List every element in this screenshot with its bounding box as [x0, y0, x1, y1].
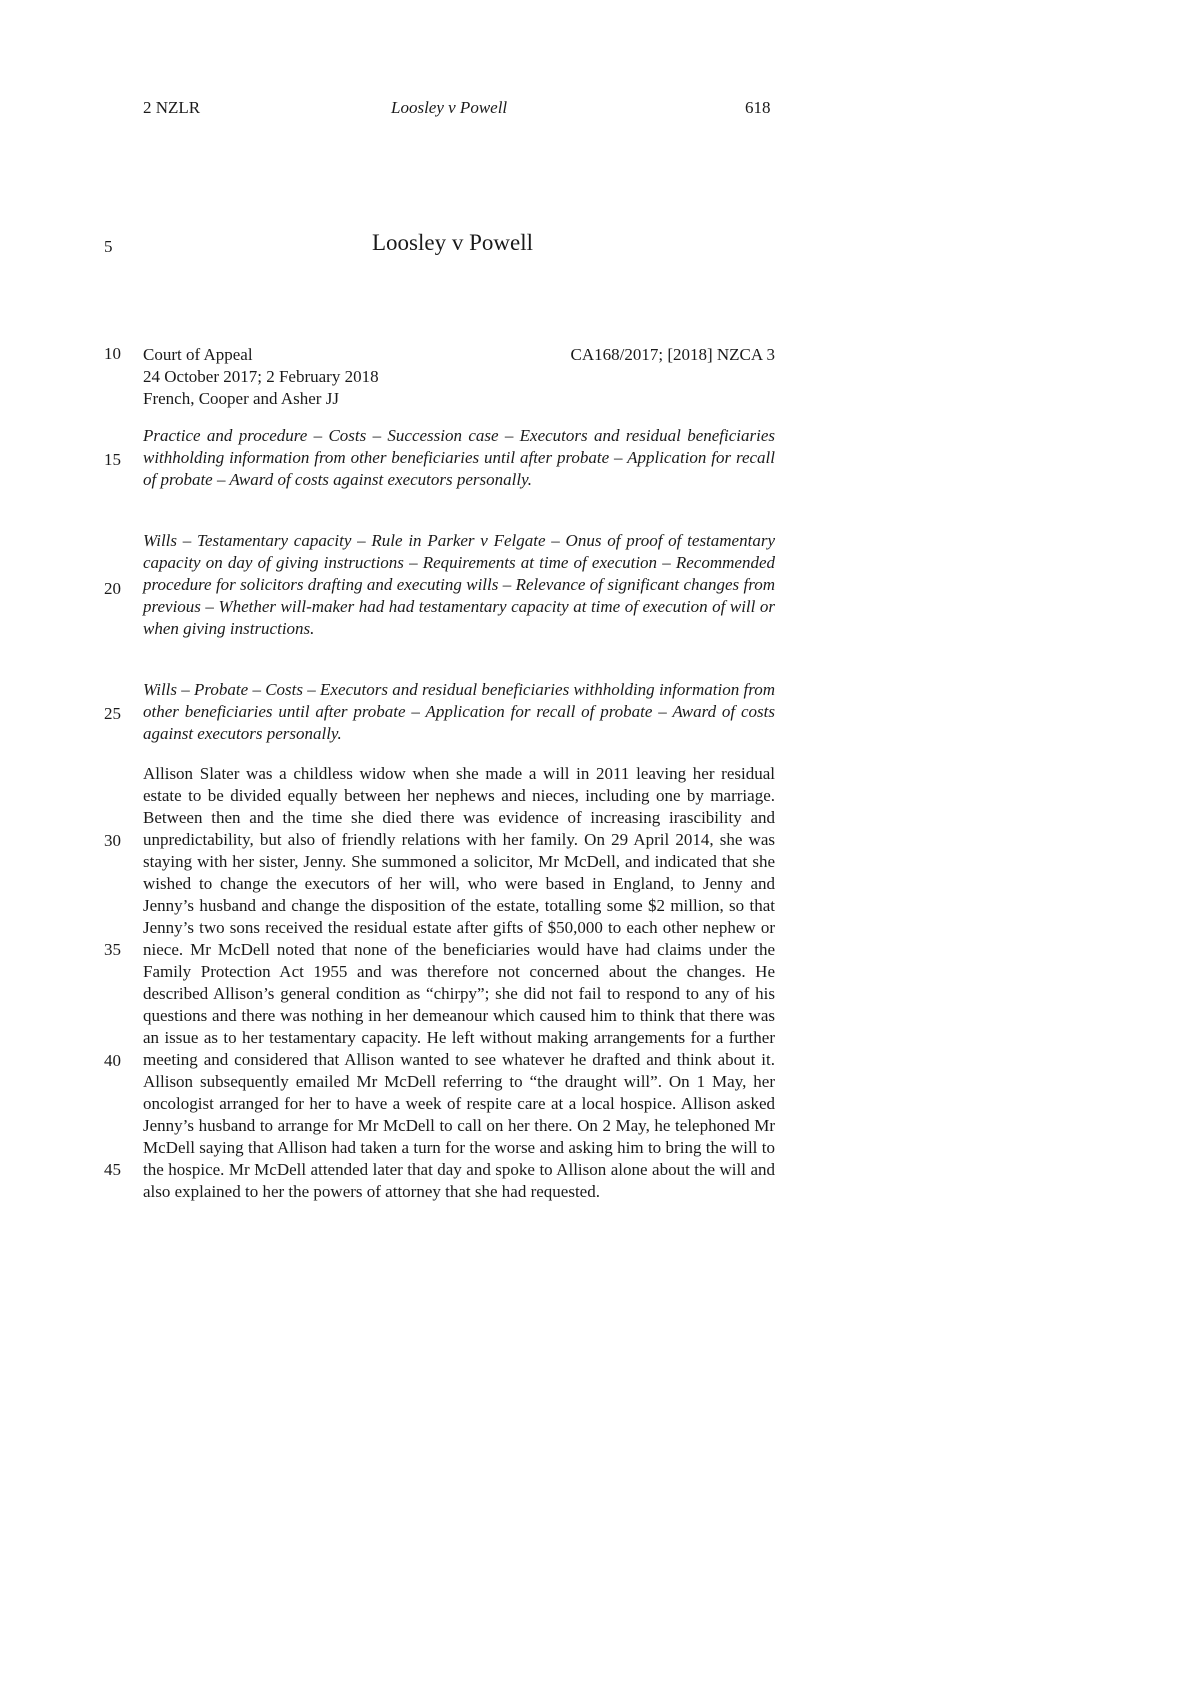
line-number: 5	[104, 237, 113, 256]
line-number: 35	[104, 940, 121, 959]
line-number: 15	[104, 450, 121, 469]
page-number: 618	[745, 98, 771, 117]
line-number: 30	[104, 831, 121, 850]
line-number: 25	[104, 704, 121, 723]
headnote-paragraph: Allison Slater was a childless widow when she made a will in 2011 leaving her residual estate to be divided equally between her nephews and nieces, including one by marriage. Between then and the time she died there was evidence of increasing irascibility and unpredictability, but also of friendly relations with her family. On 29 April 2014, she was staying with her sister, Jenny. She summoned a solicitor, Mr McDell, and indicated that she wished to change the executors of her will, who were based in England, to Jenny and Jenny’s husband and change the disposition of the estate, totalling some $2 million, so that Jenny’s two sons received the residual estate after gifts of $50,000 to each other nephew or niece. Mr McDell noted that none of the beneficiaries would have had claims under the Family Protection Act 1955 and was therefore not concerned about the changes. He described Allison’s general condition as “chirpy”; she did not fail to respond to any of his questions and there was nothing in her demeanour which caused him to think that there was an issue as to her testamentary capacity. He left without making arrangements for a further meeting and considered that Allison wanted to see whatever he drafted and think about it. Allison subsequently emailed Mr McDell referring to “the draught will”. On 1 May, her oncologist arranged for her to have a week of respite care at a local hospice. Allison asked Jenny’s husband to arrange for Mr McDell to call on her there. On 2 May, he telephoned Mr McDell saying that Allison had taken a turn for the worse and asking him to bring the will to the hospice. Mr McDell attended later that day and spoke to Allison alone about the will and also explained to her the powers of attorney that she had requested.	[143, 764, 775, 1201]
catchwords-paragraph: Practice and procedure – Costs – Succession case – Executors and residual beneficiaries withholding information from other beneficiaries until after probate – Application for recall of probate – Award of costs against executors personally.	[143, 426, 775, 489]
running-title: Loosley v Powell	[391, 98, 508, 117]
line-number: 20	[104, 579, 121, 598]
line-number: 40	[104, 1051, 121, 1070]
line-number: 10	[104, 344, 121, 363]
line-number: 45	[104, 1160, 121, 1179]
catchwords-paragraph: Wills – Testamentary capacity – Rule in Parker v Felgate – Onus of proof of testamentary capacity on day of giving instructions – Requirements at time of execution – Recommended procedure for solicitors drafting and executing wills – Relevance of significant changes from previous – Whether will-maker had had testamentary capacity at time of execution of will or when giving instructions.	[143, 531, 775, 638]
court-name: Court of Appeal	[143, 345, 253, 364]
case-title: Loosley v Powell	[372, 230, 533, 255]
neutral-citation: CA168/2017; [2018] NZCA 3	[570, 345, 775, 364]
judges: French, Cooper and Asher JJ	[143, 389, 339, 408]
hearing-dates: 24 October 2017; 2 February 2018	[143, 367, 379, 386]
catchwords-paragraph: Wills – Probate – Costs – Executors and residual beneficiaries withholding information from other beneficiaries until after probate – Application for recall of probate – Award of costs against executors personally.	[143, 680, 775, 743]
report-citation: 2 NZLR	[143, 98, 201, 117]
